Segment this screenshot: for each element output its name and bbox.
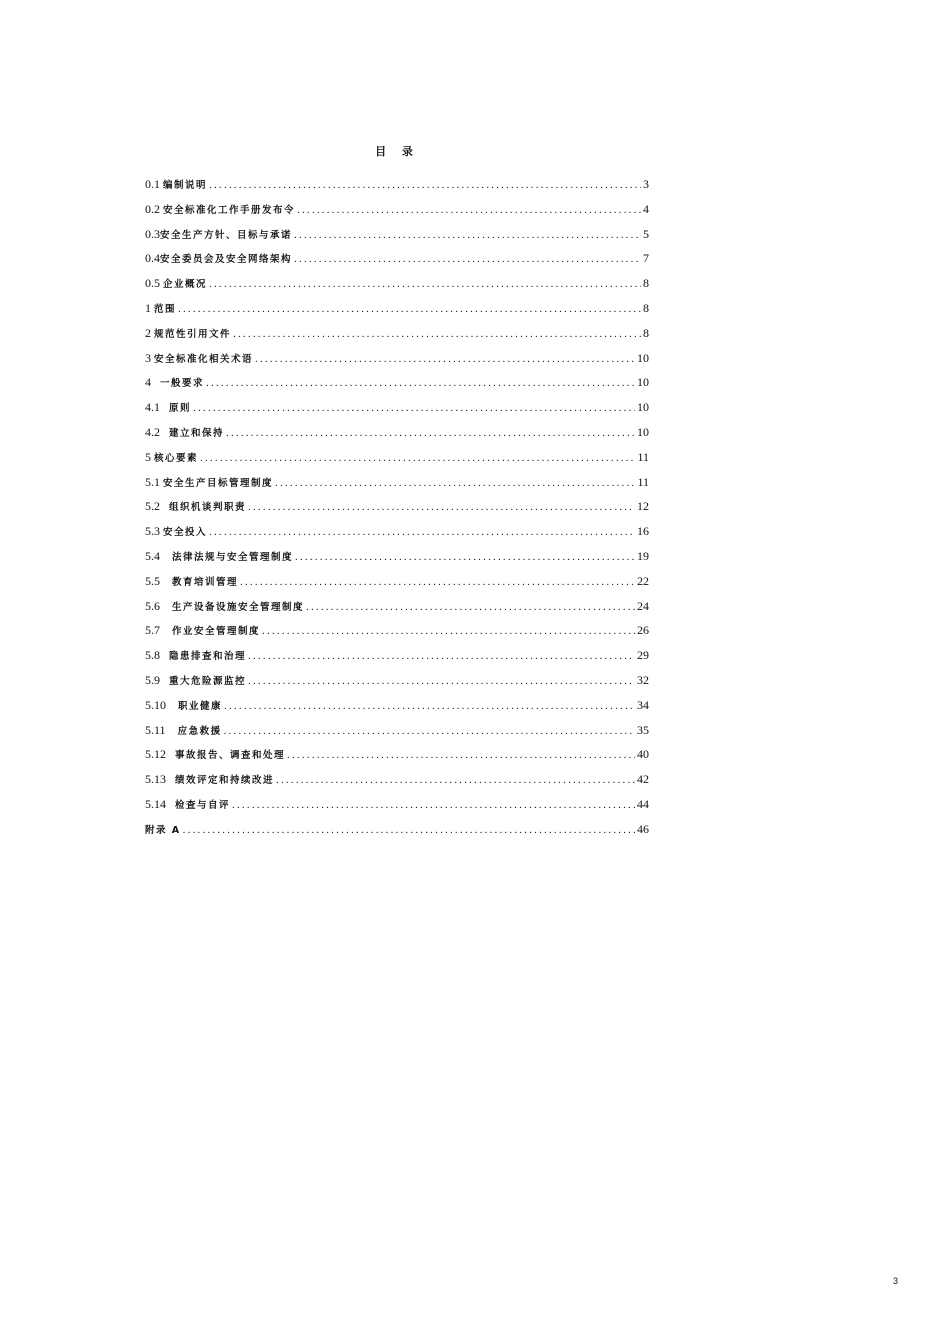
toc-leader-dots [276,772,635,788]
toc-entry-page: 34 [637,697,649,712]
toc-entry-label: 安全委员会及安全网络架构 [160,254,293,266]
toc-entry-page: 44 [637,796,649,811]
toc-entry-label: 原则 [169,403,192,415]
toc-entry-number: 5.10 [145,697,178,712]
toc-entry[interactable] [145,201,649,226]
toc-leader-dots [275,475,635,491]
toc-entry-page: 10 [637,424,649,439]
toc-leader-dots [209,177,641,193]
toc-entry-label: 范围 [154,303,177,315]
toc-entry-label: 生产设备设施安全管理制度 [172,601,305,613]
toc-entry[interactable] [145,449,649,474]
toc-leader-dots [193,400,635,416]
toc-entry-number: 5 [145,449,154,464]
toc-entry-label: 一般要求 [160,378,205,390]
page-number: 3 [893,1276,899,1286]
toc-entry-number: 4.2 [145,424,169,439]
toc-leader-dots [295,549,635,565]
toc-entry-number: 0.2 [145,201,163,216]
toc-entry-page: 11 [637,449,649,464]
toc-leader-dots [226,425,635,441]
toc-leader-dots [248,499,635,515]
toc-entry-label: 作业安全管理制度 [172,626,261,638]
toc-entry-page: 32 [637,672,649,687]
toc-entry[interactable] [145,523,649,548]
toc-entry-label: 安全投入 [163,527,208,539]
toc-entry-number: 3 [145,350,154,365]
toc-entry-page: 12 [637,499,649,514]
toc-entry-label: 规范性引用文件 [154,328,232,340]
toc-entry-number: 0.5 [145,276,163,291]
toc-entry-page: 40 [637,747,649,762]
toc-leader-dots [248,648,635,664]
toc-leader-dots [306,599,635,615]
toc-entry-number: 5.8 [145,648,169,663]
toc-entry-number: 5.5 [145,573,172,588]
toc-entry-number: 1 [145,300,154,315]
toc-leader-dots [240,574,635,590]
toc-entry-number: 5.9 [145,672,169,687]
toc-entry-page: 29 [637,648,649,663]
toc-entry[interactable] [145,374,649,399]
toc-leader-dots [287,747,635,763]
toc-entry[interactable] [145,226,649,251]
toc-entry[interactable] [145,722,649,747]
toc-leader-dots [248,673,635,689]
toc-entry-number: 5.13 [145,772,175,787]
toc-entry-page: 46 [637,821,649,836]
toc-entry-page: 16 [637,524,649,539]
toc-entry-label: 教育培训管理 [172,576,239,588]
toc-entry-label: 安全标准化工作手册发布令 [163,204,296,216]
toc-leader-dots [294,227,641,243]
toc-entry-label: 重大危险源监控 [169,675,247,687]
toc-leader-dots [209,276,641,292]
toc-entry[interactable] [145,697,649,722]
toc-entry-number: 5.12 [145,747,175,762]
toc-entry-number: 5.3 [145,524,163,539]
toc-entry-page: 10 [637,350,649,365]
toc-entry-label: 安全生产方针、目标与承诺 [160,229,293,241]
toc-entry-label: 绩效评定和持续改进 [175,775,275,787]
toc-entry[interactable] [145,647,649,672]
toc-entry-page: 5 [643,226,649,241]
toc-entry-page: 22 [637,573,649,588]
toc-entry-label: 核心要素 [154,452,199,464]
toc-entry-page: 8 [643,276,649,291]
toc-entry[interactable] [145,300,649,325]
toc-leader-dots [297,202,641,218]
toc-leader-dots [232,797,635,813]
toc-leader-dots [178,301,641,317]
toc-entry[interactable] [145,250,649,275]
toc-entry[interactable] [145,672,649,697]
toc-entry-page: 8 [643,300,649,315]
toc-entry-page: 35 [637,722,649,737]
toc-entry[interactable] [145,746,649,771]
toc-leader-dots [294,251,641,267]
toc-entry-page: 3 [643,177,649,191]
toc-entry-label: 事故报告、调查和处理 [175,750,286,762]
toc-entry-number: 0.4 [145,251,160,266]
toc-entry-label: 检查与自评 [175,799,231,811]
toc-entry[interactable] [145,275,649,300]
toc-entry-label: 法律法规与安全管理制度 [172,551,294,563]
toc-entry-number: 5.6 [145,598,172,613]
toc-entry-label: 隐患排查和治理 [169,651,247,663]
toc-entry-page: 10 [637,400,649,415]
toc-entry[interactable] [145,498,649,523]
toc-leader-dots [209,524,635,540]
toc-leader-dots [224,698,635,714]
toc-entry-label: 组织机谈判职责 [169,502,247,514]
toc-entry[interactable] [145,821,649,846]
toc-entry[interactable] [145,622,649,647]
toc-entry-label: 建立和保持 [169,427,225,439]
toc-entry-page: 10 [637,375,649,390]
toc-entry[interactable] [145,350,649,375]
toc-entry-label: 职业健康 [178,700,223,712]
toc-list [145,176,649,846]
toc-entry-number: 5.2 [145,499,169,514]
toc-entry[interactable] [145,598,649,623]
toc-entry-page: 7 [643,251,649,266]
toc-entry-page: 42 [637,772,649,787]
toc-entry-number: 4 [145,375,160,390]
toc-entry-label: 企业概况 [163,279,208,291]
toc-entry-number: 2 [145,325,154,340]
toc-leader-dots [224,723,635,739]
toc-entry-page: 11 [637,474,649,489]
toc-entry-number: 4.1 [145,400,169,415]
toc-entry-page: 4 [643,201,649,216]
toc-entry-label: 编制说明 [163,180,208,191]
toc-entry-number: 0.1 [145,177,163,191]
toc-entry-number: 5.14 [145,796,175,811]
toc-leader-dots [255,351,635,367]
toc-entry-label: 应急救援 [177,725,222,737]
toc-leader-dots [206,375,635,391]
toc-entry-number: 0.3 [145,226,160,241]
toc-leader-dots [262,623,635,639]
toc-entry-number: 5.1 [145,474,163,489]
toc-entry-label: 附录 A [145,824,181,836]
toc-entry-label: 安全生产目标管理制度 [163,477,274,489]
toc-entry[interactable] [145,771,649,796]
toc-entry-label: 安全标准化相关术语 [154,353,254,365]
toc-entry[interactable] [145,424,649,449]
toc-entry[interactable] [145,548,649,573]
toc-entry[interactable] [145,474,649,499]
toc-leader-dots [233,326,641,342]
toc-entry[interactable] [145,796,649,821]
toc-entry-number: 5.4 [145,548,172,563]
toc-entry[interactable] [145,176,649,201]
toc-entry[interactable] [145,325,649,350]
toc-title: 目 录 [375,145,419,158]
toc-entry[interactable] [145,399,649,424]
toc-entry-number: 5.7 [145,623,172,638]
toc-entry-number: 5.11 [145,722,178,737]
toc-entry-page: 24 [637,598,649,613]
toc-leader-dots [200,450,635,466]
toc-entry-page: 19 [637,548,649,563]
toc-entry[interactable] [145,573,649,598]
toc-entry-page: 8 [643,325,649,340]
toc-leader-dots [183,822,635,838]
toc-entry-page: 26 [637,623,649,638]
